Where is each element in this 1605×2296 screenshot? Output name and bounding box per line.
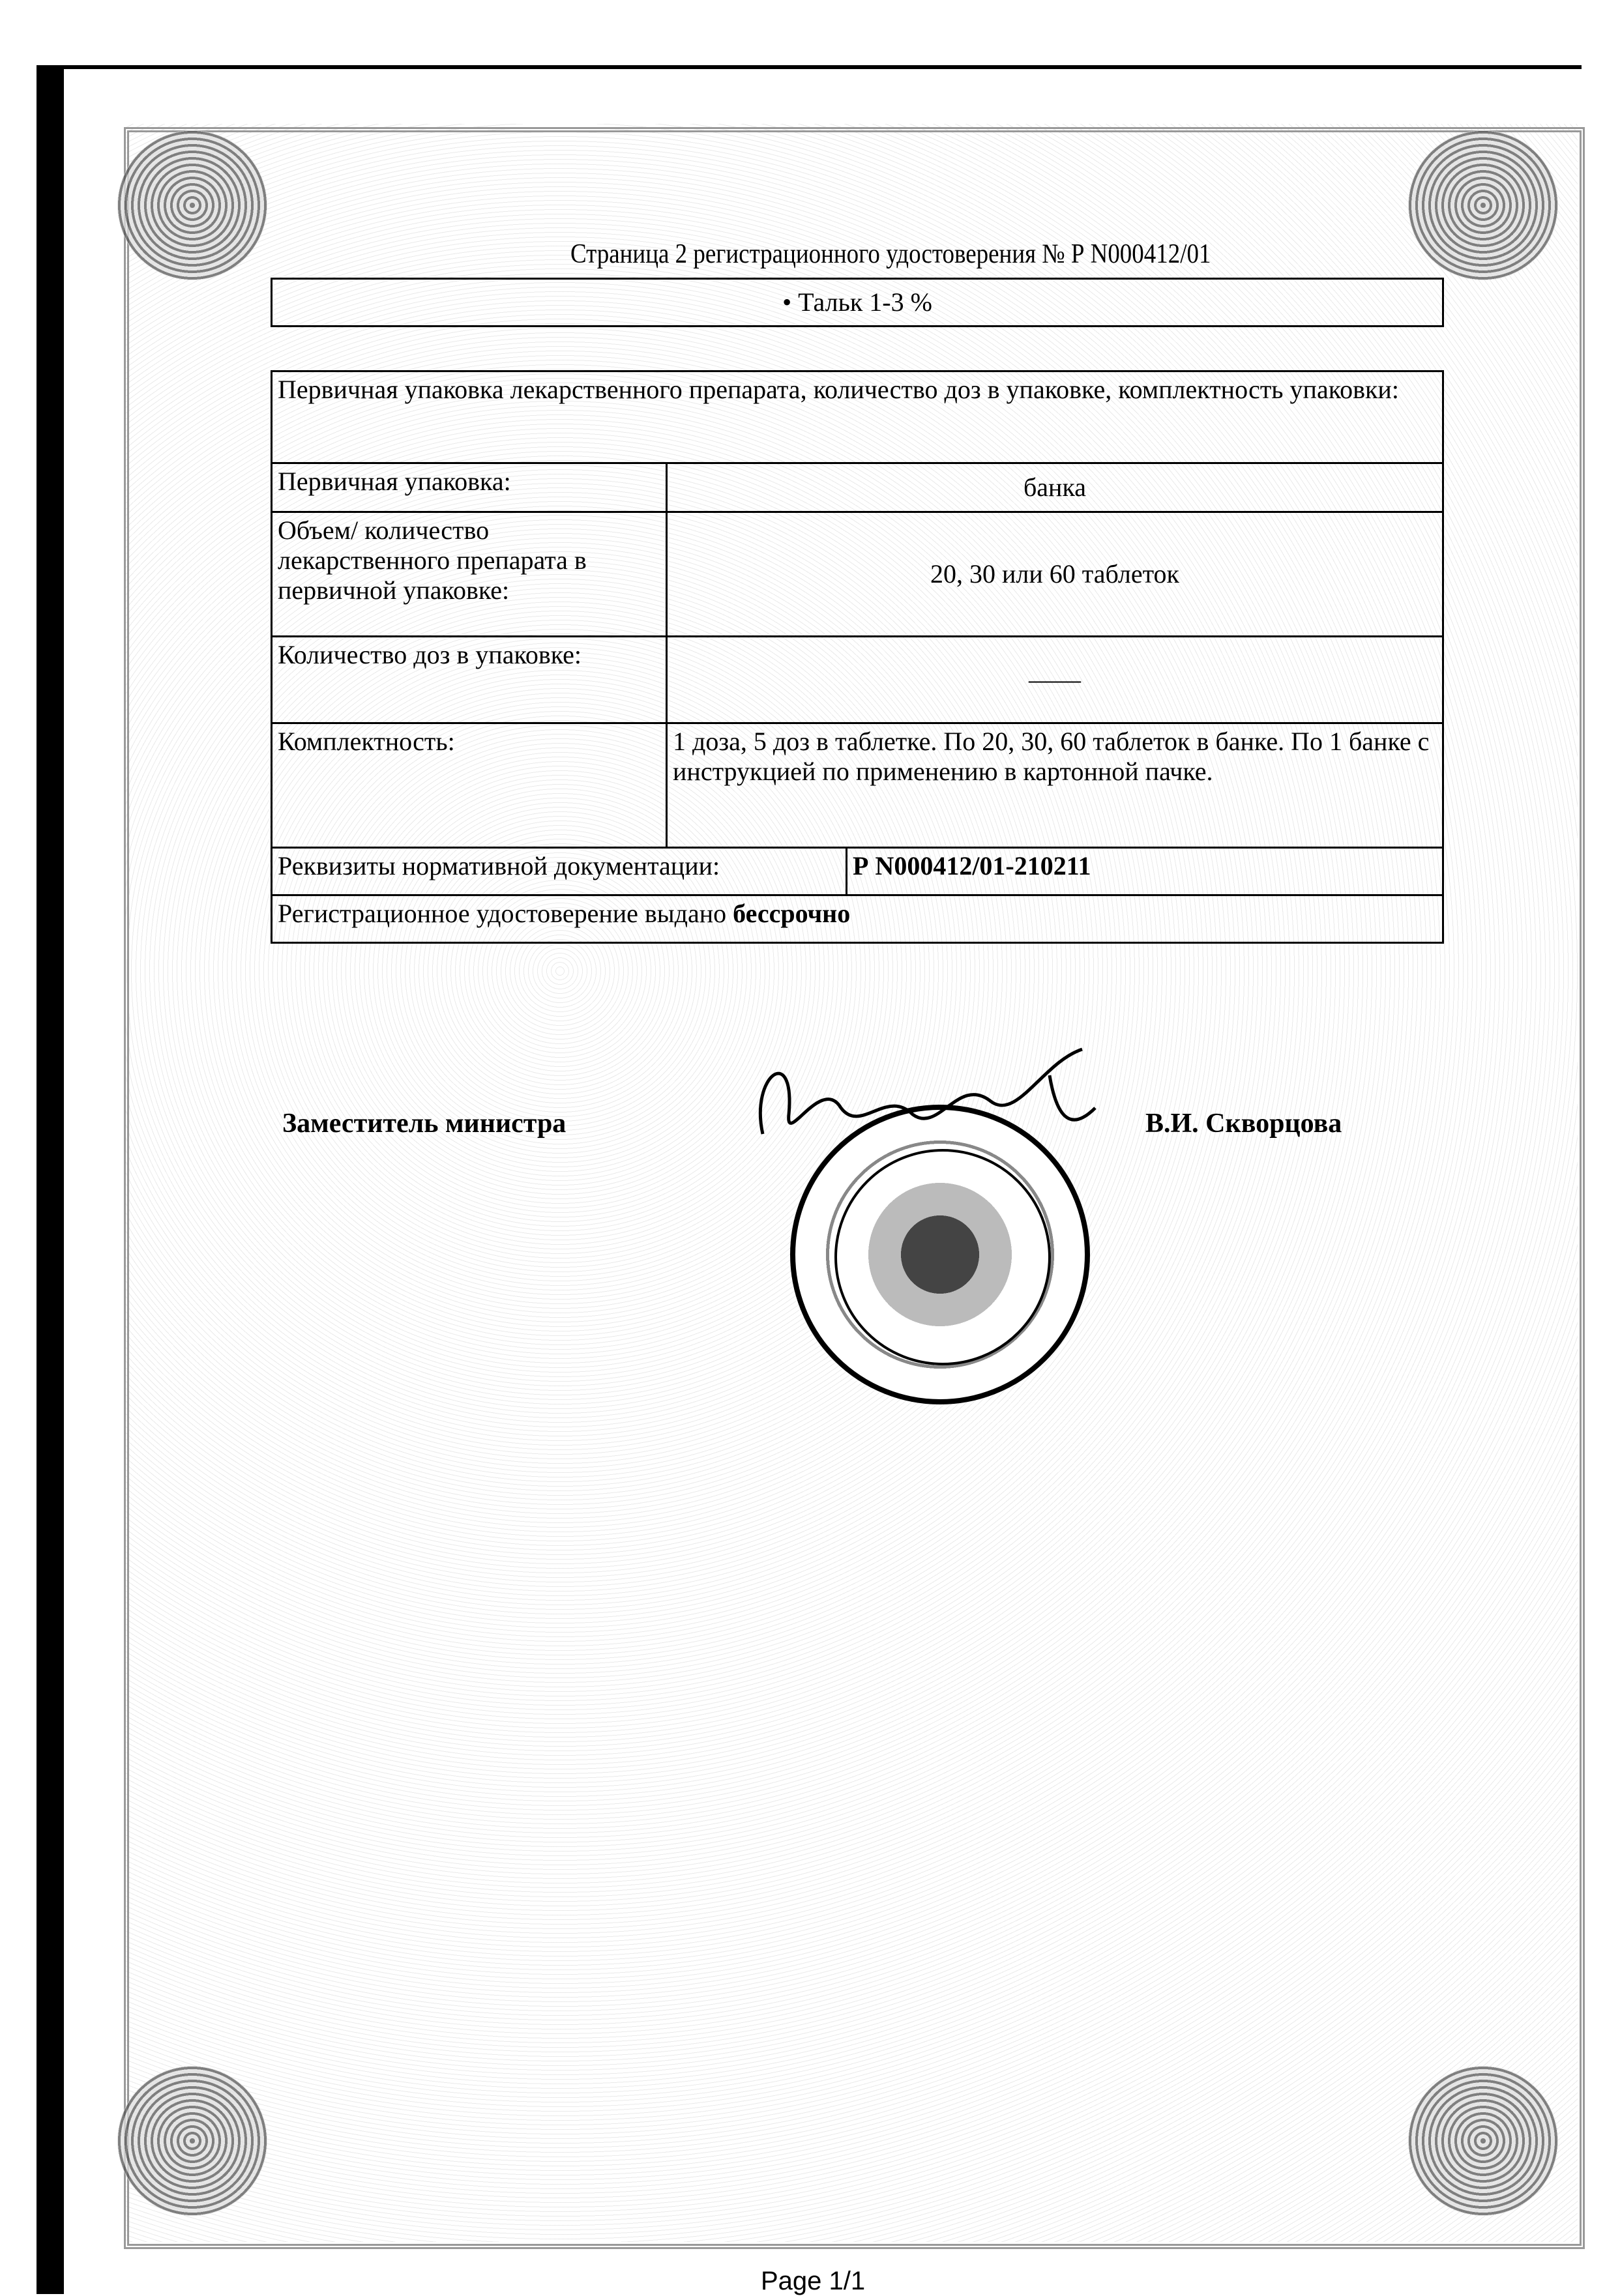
row-label: Количество доз в упаковке: xyxy=(272,637,667,723)
packaging-table xyxy=(271,370,1444,944)
signatory-position: Заместитель министра xyxy=(282,1109,567,1139)
scan-top-edge xyxy=(37,65,1582,69)
signature-icon xyxy=(743,1036,1108,1167)
normative-number: Р N000412/01-210211 xyxy=(853,851,1091,880)
normative-label: Реквизиты нормативной документации: xyxy=(272,848,847,895)
validity-label: Регистрационное удостоверение выдано xyxy=(278,899,733,928)
row-value: банка xyxy=(667,463,1443,512)
signatory-name: В.И. Скворцова xyxy=(1145,1109,1342,1139)
composition-item: • Тальк 1-3 % xyxy=(272,279,1443,327)
row-label: Первичная упаковка: xyxy=(272,463,667,512)
validity-value: бессрочно xyxy=(733,899,851,928)
row-value: 20, 30 или 60 таблеток xyxy=(667,512,1443,637)
row-label: Объем/ количество лекарственного препарата в первичной упаковке: xyxy=(272,512,667,637)
packaging-heading: Первичная упаковка лекарственного препарата, количество доз в упаковке, комплектность упаковки: xyxy=(272,371,1443,463)
composition-table xyxy=(271,278,1444,327)
row-value: —— xyxy=(667,637,1443,723)
scan-edge xyxy=(37,65,64,2294)
row-label: Комплектность: xyxy=(272,723,667,848)
corner-ornament-icon xyxy=(1408,130,1558,280)
validity-row xyxy=(272,895,1443,943)
page-header: Страница 2 регистрационного удостоверения № Р N000412/01 xyxy=(570,239,1211,269)
row-value: 1 доза, 5 доз в таблетке. По 20, 30, 60 таблеток в банке. По 1 банке с инструкцией по применению в картонной пачке. xyxy=(667,723,1443,848)
normative-value xyxy=(847,848,1443,895)
corner-ornament-icon xyxy=(117,2066,267,2216)
corner-ornament-icon xyxy=(1408,2066,1558,2216)
corner-ornament-icon xyxy=(117,130,267,280)
page-number: Page 1/1 xyxy=(761,2267,866,2295)
